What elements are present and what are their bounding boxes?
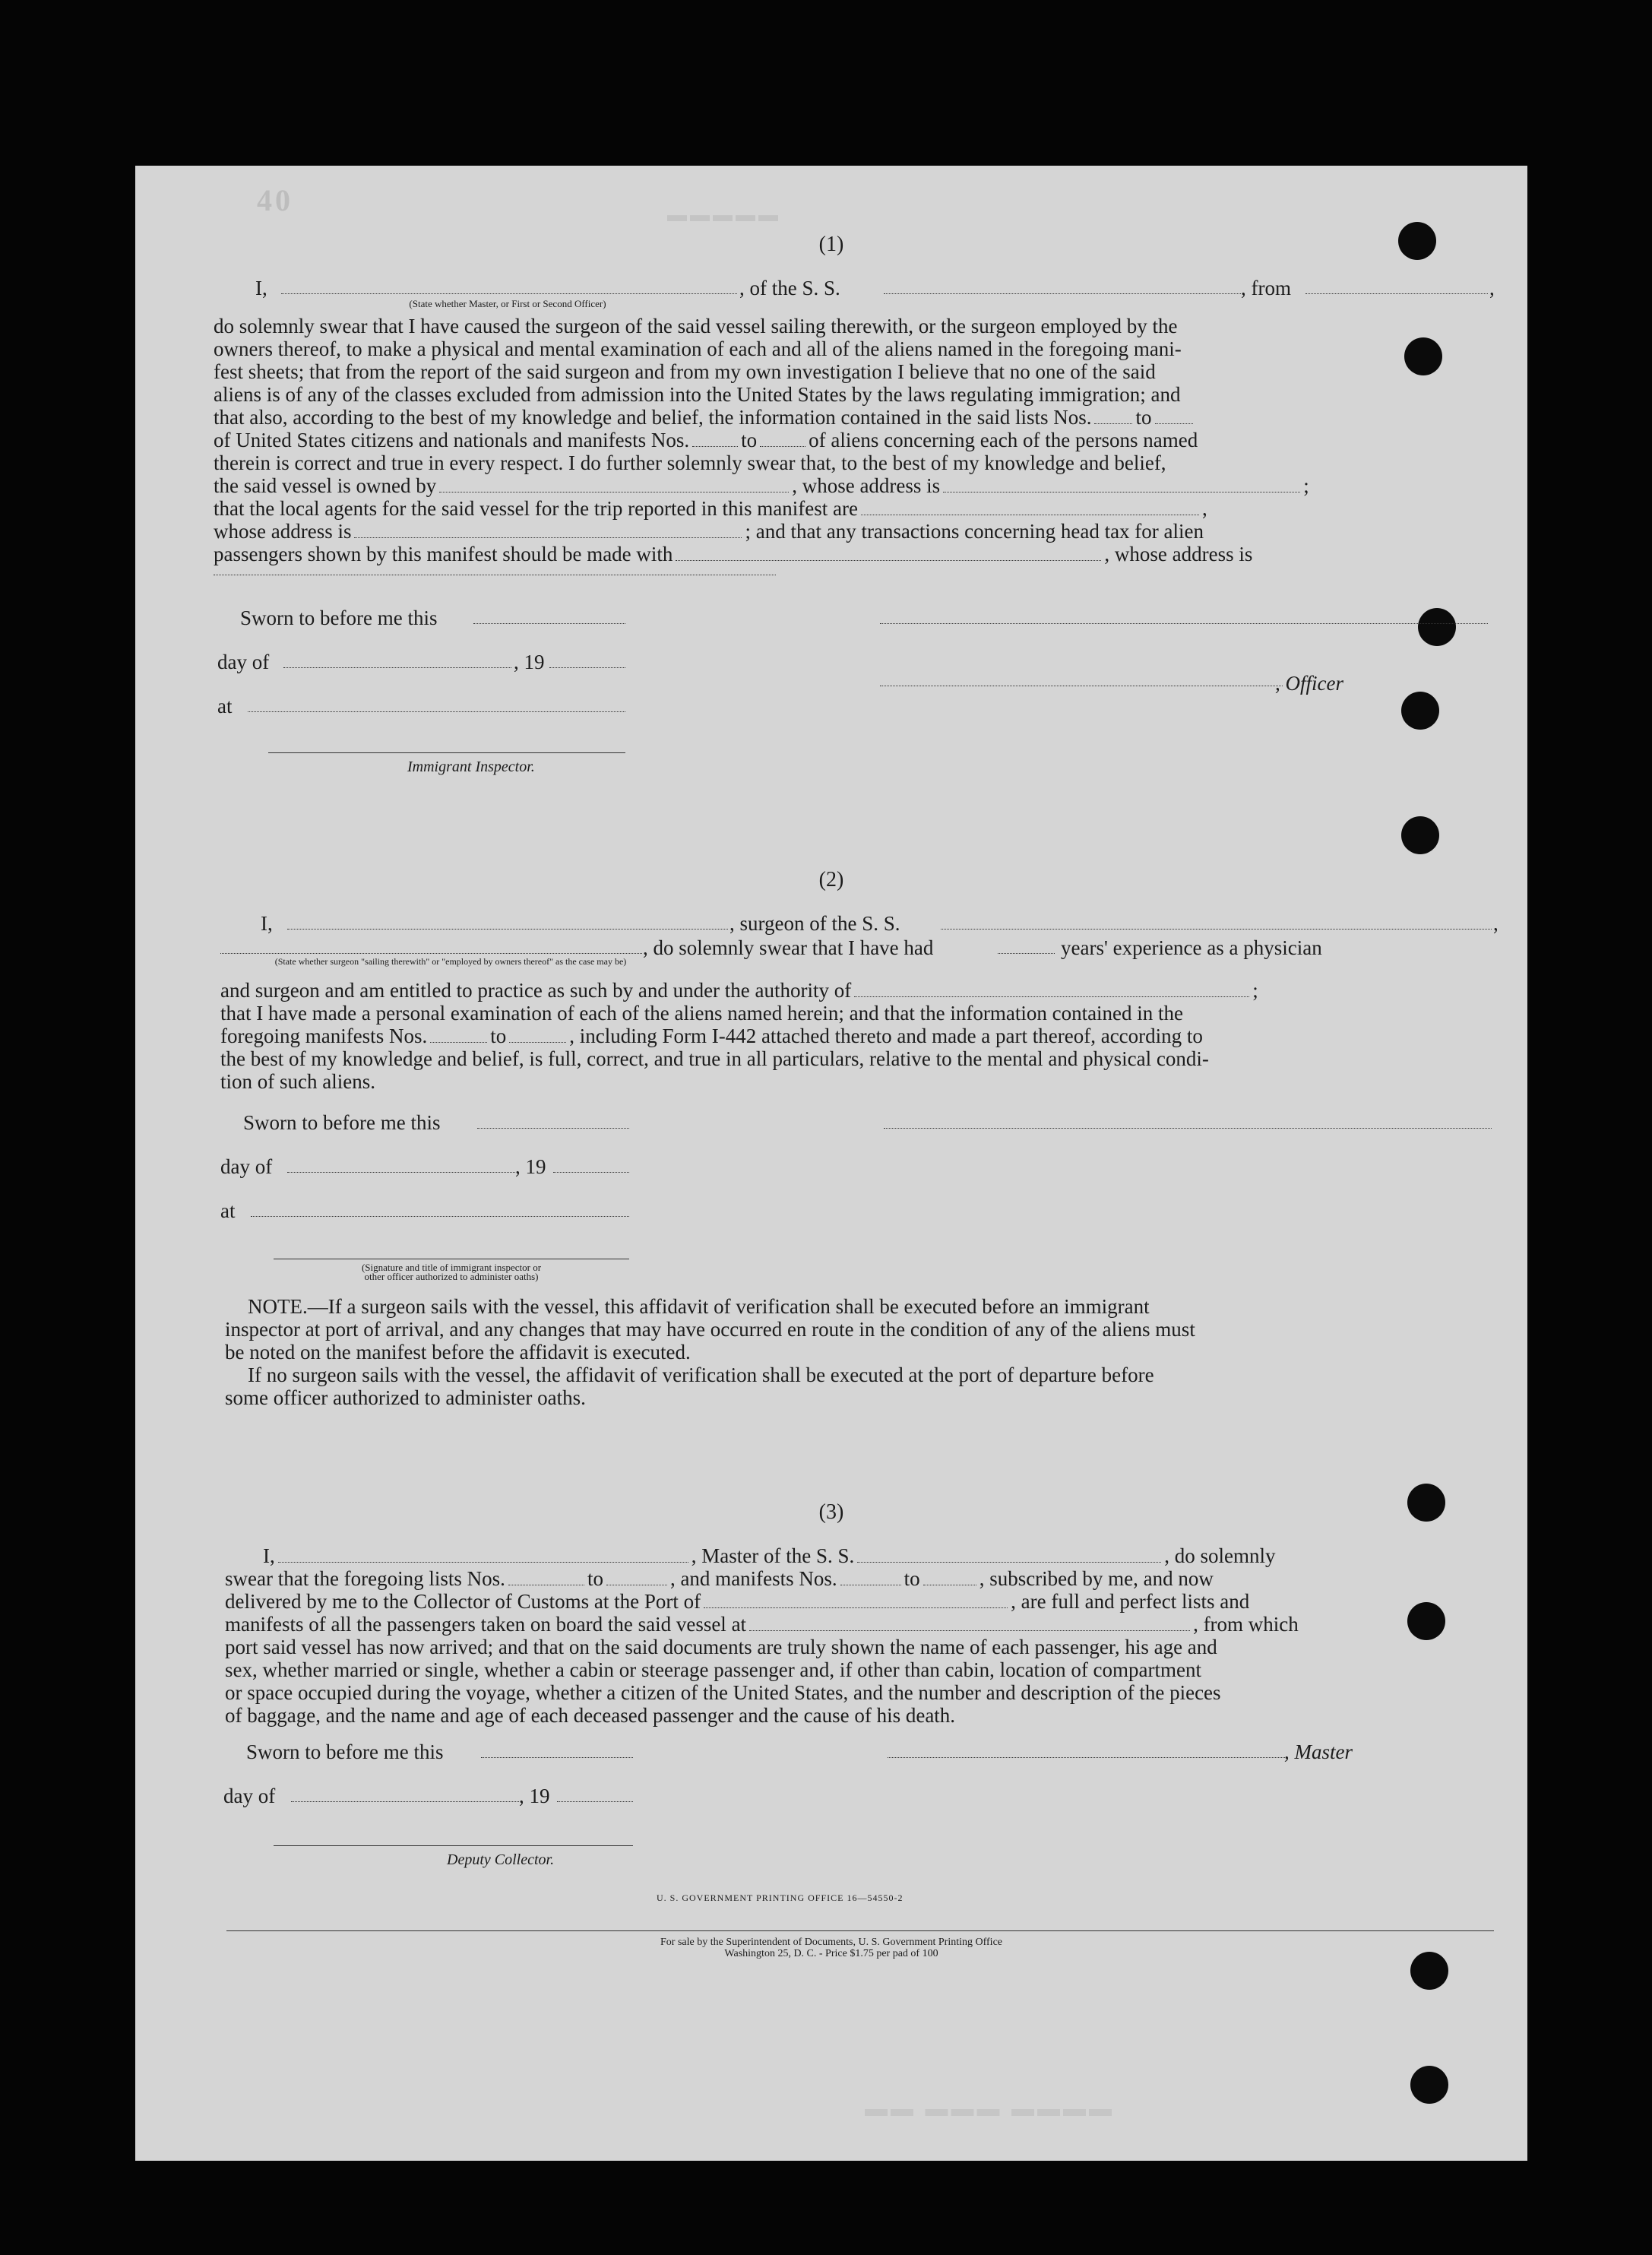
note-line: inspector at port of arrival, and any changes that may have occurred en route in the condition of any of the aliens must [225,1318,1195,1341]
body-text: delivered by me to the Collector of Customs at the Port of [225,1590,701,1613]
place-field[interactable] [251,1216,629,1217]
sworn-day-field[interactable] [473,623,625,624]
swear-label: , do solemnly swear that I have had [643,936,934,959]
body-line [225,1613,1494,1636]
bleed-through-mark: ▬▬ ▬▬▬ ▬▬▬▬ [865,2096,1115,2121]
master-label: , Master [1284,1740,1353,1763]
note-line: some officer authorized to administer oaths. [225,1386,586,1409]
body-line [220,1025,1492,1047]
surgeon-of-ss-label: , surgeon of the S. S. [729,912,900,935]
year-prefix: , 19 [519,1785,550,1807]
body-line: do solemnly swear that I have caused the surgeon of the said vessel sailing therewith, or the surgeon employed by the [214,315,1178,337]
body-line: that I have made a personal examination of each of the aliens named herein; and that the information contained in the [220,1002,1184,1025]
port-field[interactable] [704,1607,1008,1608]
year-prefix: , 19 [514,651,545,673]
body-text: manifests of all the passengers taken on board the said vessel at [225,1613,747,1636]
day-of-label: day of [223,1785,276,1807]
departure-port-field[interactable] [749,1630,1190,1631]
punch-hole [1410,2066,1448,2104]
to-label: to [1135,406,1152,429]
body-text: the said vessel is owned by [214,474,437,497]
body-text: , do solemnly [1164,1544,1276,1567]
section-2-body [220,979,1492,1093]
body-line [220,979,1492,1002]
footer [135,1937,1527,1959]
body-text: ; and that any transactions concerning head tax for alien [745,520,1204,543]
deputy-label: Deputy Collector. [447,1851,555,1868]
surgeon-status-field[interactable] [220,953,642,954]
punch-hole [1418,608,1456,646]
inspector-signature-field[interactable] [268,752,625,753]
bleed-through-mark: ▬▬▬▬▬ [667,204,781,226]
note-text: —If a surgeon sails with the vessel, this affidavit of verification shall be executed before an immigrant [307,1295,1150,1318]
master-name-field[interactable] [278,1562,688,1563]
body-line: of baggage, and the name and age of each deceased passenger and the cause of his death. [225,1704,956,1727]
body-line [225,1590,1494,1613]
body-text: , subscribed by me, and now [979,1567,1214,1590]
officer-signature-field[interactable] [880,623,1488,624]
punctuation: , [1201,497,1207,520]
agents-address-field[interactable] [354,537,742,538]
body-text: that the local agents for the said vessel for the trip reported in this manifest are [214,497,858,520]
to-label: to [741,429,758,451]
footer-rule [226,1930,1494,1931]
body-text: , including Form I-442 attached thereto and made a part thereof, according to [569,1025,1203,1047]
signature-caption [274,1263,629,1281]
to-label: to [587,1567,603,1590]
inspector-label: Immigrant Inspector. [407,759,535,775]
place-field[interactable] [248,711,625,712]
body-line: therein is correct and true in every respect. I do further solemnly swear that, to the best of my knowledge and belief, [214,451,1166,474]
month-field[interactable] [287,1172,515,1173]
to-label: to [490,1025,507,1047]
sworn-label: Sworn to before me this [240,607,438,629]
section-1-body [214,315,1490,565]
list-from-field[interactable] [1094,423,1132,424]
surgeon-caption: (State whether surgeon "sailing therewith" or "employed by owners thereof" as the case may be) [274,956,627,967]
year-field[interactable] [557,1801,633,1802]
body-line [214,429,1490,451]
surgeon-vessel-field[interactable] [941,929,1492,930]
body-line [214,520,1490,543]
body-text: foregoing manifests Nos. [220,1025,428,1047]
body-line [214,474,1490,497]
form-page [135,166,1527,2161]
body-text: , whose address is [1104,543,1253,565]
punctuation: ; [1303,474,1309,497]
day-of-label: day of [217,651,270,673]
master-signature-field[interactable] [888,1757,1286,1758]
master-name-field[interactable] [281,293,737,294]
month-field[interactable] [283,667,511,668]
day-of-label: day of [220,1155,273,1178]
body-line: the best of my knowledge and belief, is full, correct, and true in all particulars, relative to the mental and physical condi- [220,1047,1209,1070]
section-3-number: (3) [818,1500,844,1524]
body-text: swear that the foregoing lists Nos. [225,1567,505,1590]
body-line: owners thereof, to make a physical and mental examination of each and all of the aliens named in the foregoing mani- [214,337,1182,360]
bleed-through-mark: 40 [257,183,293,217]
body-line [214,497,1490,520]
punch-hole [1401,692,1439,730]
body-line: port said vessel has now arrived; and that on the said documents are truly shown the name of each passenger, his age and [225,1636,1217,1658]
body-line [225,1567,1494,1590]
punctuation: ; [1252,979,1258,1002]
body-line [214,406,1490,429]
punch-hole [1401,816,1439,854]
note-line [225,1295,1492,1318]
caption-line: (Signature and title of immigrant inspector or [361,1262,542,1273]
body-text: , whose address is [792,474,941,497]
authority-field[interactable] [854,996,1249,997]
note-label: NOTE. [248,1295,308,1318]
to-label: to [904,1567,920,1590]
footer-line: For sale by the Superintendent of Documents, U. S. Government Printing Office [660,1937,1002,1948]
section-3-body [225,1544,1494,1727]
caption-line: other officer authorized to administer oaths) [364,1271,539,1282]
deputy-signature-field[interactable] [274,1845,633,1846]
years-field[interactable] [998,953,1055,954]
printing-office-line: U. S. GOVERNMENT PRINTING OFFICE 16—54550-2 [657,1892,904,1903]
body-line: sex, whether married or single, whether a cabin or steerage passenger and, if other than cabin, location of compartment [225,1658,1202,1681]
master-caption: (State whether Master, or First or Second Officer) [409,298,606,309]
manifest-from-field[interactable] [692,446,738,447]
year-prefix: , 19 [515,1155,546,1178]
month-field[interactable] [291,1801,519,1802]
body-text: , are full and perfect lists and [1011,1590,1250,1613]
head-tax-contact-field[interactable] [676,560,1101,561]
punctuation: , [1489,277,1495,299]
body-text: , Master of the S. S. [691,1544,855,1567]
manifest-to-field[interactable] [509,1042,566,1043]
body-text: , and manifests Nos. [669,1567,837,1590]
punctuation: , [1493,912,1499,935]
at-label: at [217,695,233,717]
section-1-number: (1) [818,233,844,256]
surgeon-name-field[interactable] [287,929,728,930]
body-text: that also, according to the best of my knowledge and belief, the information contained in the said lists Nos. [214,406,1092,429]
body-line [225,1544,1494,1567]
body-text: of United States citizens and nationals and manifests Nos. [214,429,690,451]
from-label: , from [1241,277,1291,299]
year-field[interactable] [549,667,625,668]
list-to-field[interactable] [1155,423,1193,424]
body-line: fest sheets; that from the report of the said surgeon and from my own investigation I believe that no one of the said [214,360,1156,383]
of-ss-label: , of the S. S. [739,277,840,299]
vessel-name-field[interactable] [884,293,1241,294]
vessel-name-field[interactable] [857,1562,1161,1563]
section-2-i: I, [261,912,273,935]
sworn-day-field[interactable] [477,1128,629,1129]
body-text: whose address is [214,520,352,543]
at-label: at [220,1199,236,1222]
surgeon-signature-field[interactable] [884,1128,1492,1129]
note-line: be noted on the manifest before the affidavit is executed. [225,1341,691,1363]
section-2-number: (2) [818,868,844,892]
officer-label: , Officer [1275,672,1343,695]
year-field[interactable] [553,1172,629,1173]
body-text: and surgeon and am entitled to practice as such by and under the authority of [220,979,852,1002]
sworn-label: Sworn to before me this [243,1111,441,1134]
section-1-i: I, [255,277,267,299]
footer-line: Washington 25, D. C. - Price $1.75 per pad of 100 [724,1948,938,1959]
years-label: years' experience as a physician [1061,936,1322,959]
sworn-day-field[interactable] [481,1757,633,1758]
body-text: I, [263,1544,275,1567]
sworn-label: Sworn to before me this [246,1740,444,1763]
body-text: passengers shown by this manifest should be made with [214,543,673,565]
body-text: , from which [1193,1613,1299,1636]
body-line: tion of such aliens. [220,1070,375,1093]
note-block [225,1295,1492,1409]
body-line: or space occupied during the voyage, whether a citizen of the United States, and the number and description of the pieces [225,1681,1221,1704]
body-line: aliens is of any of the classes excluded from admission into the United States by the laws regulating immigration; and [214,383,1181,406]
body-text: of aliens concerning each of the persons named [809,429,1198,451]
from-port-field[interactable] [1305,293,1488,294]
manifest-to-field[interactable] [760,446,805,447]
body-line [214,543,1490,565]
manifest-from-field[interactable] [430,1042,487,1043]
note-line: If no surgeon sails with the vessel, the affidavit of verification shall be executed at the port of departure before [248,1363,1154,1386]
